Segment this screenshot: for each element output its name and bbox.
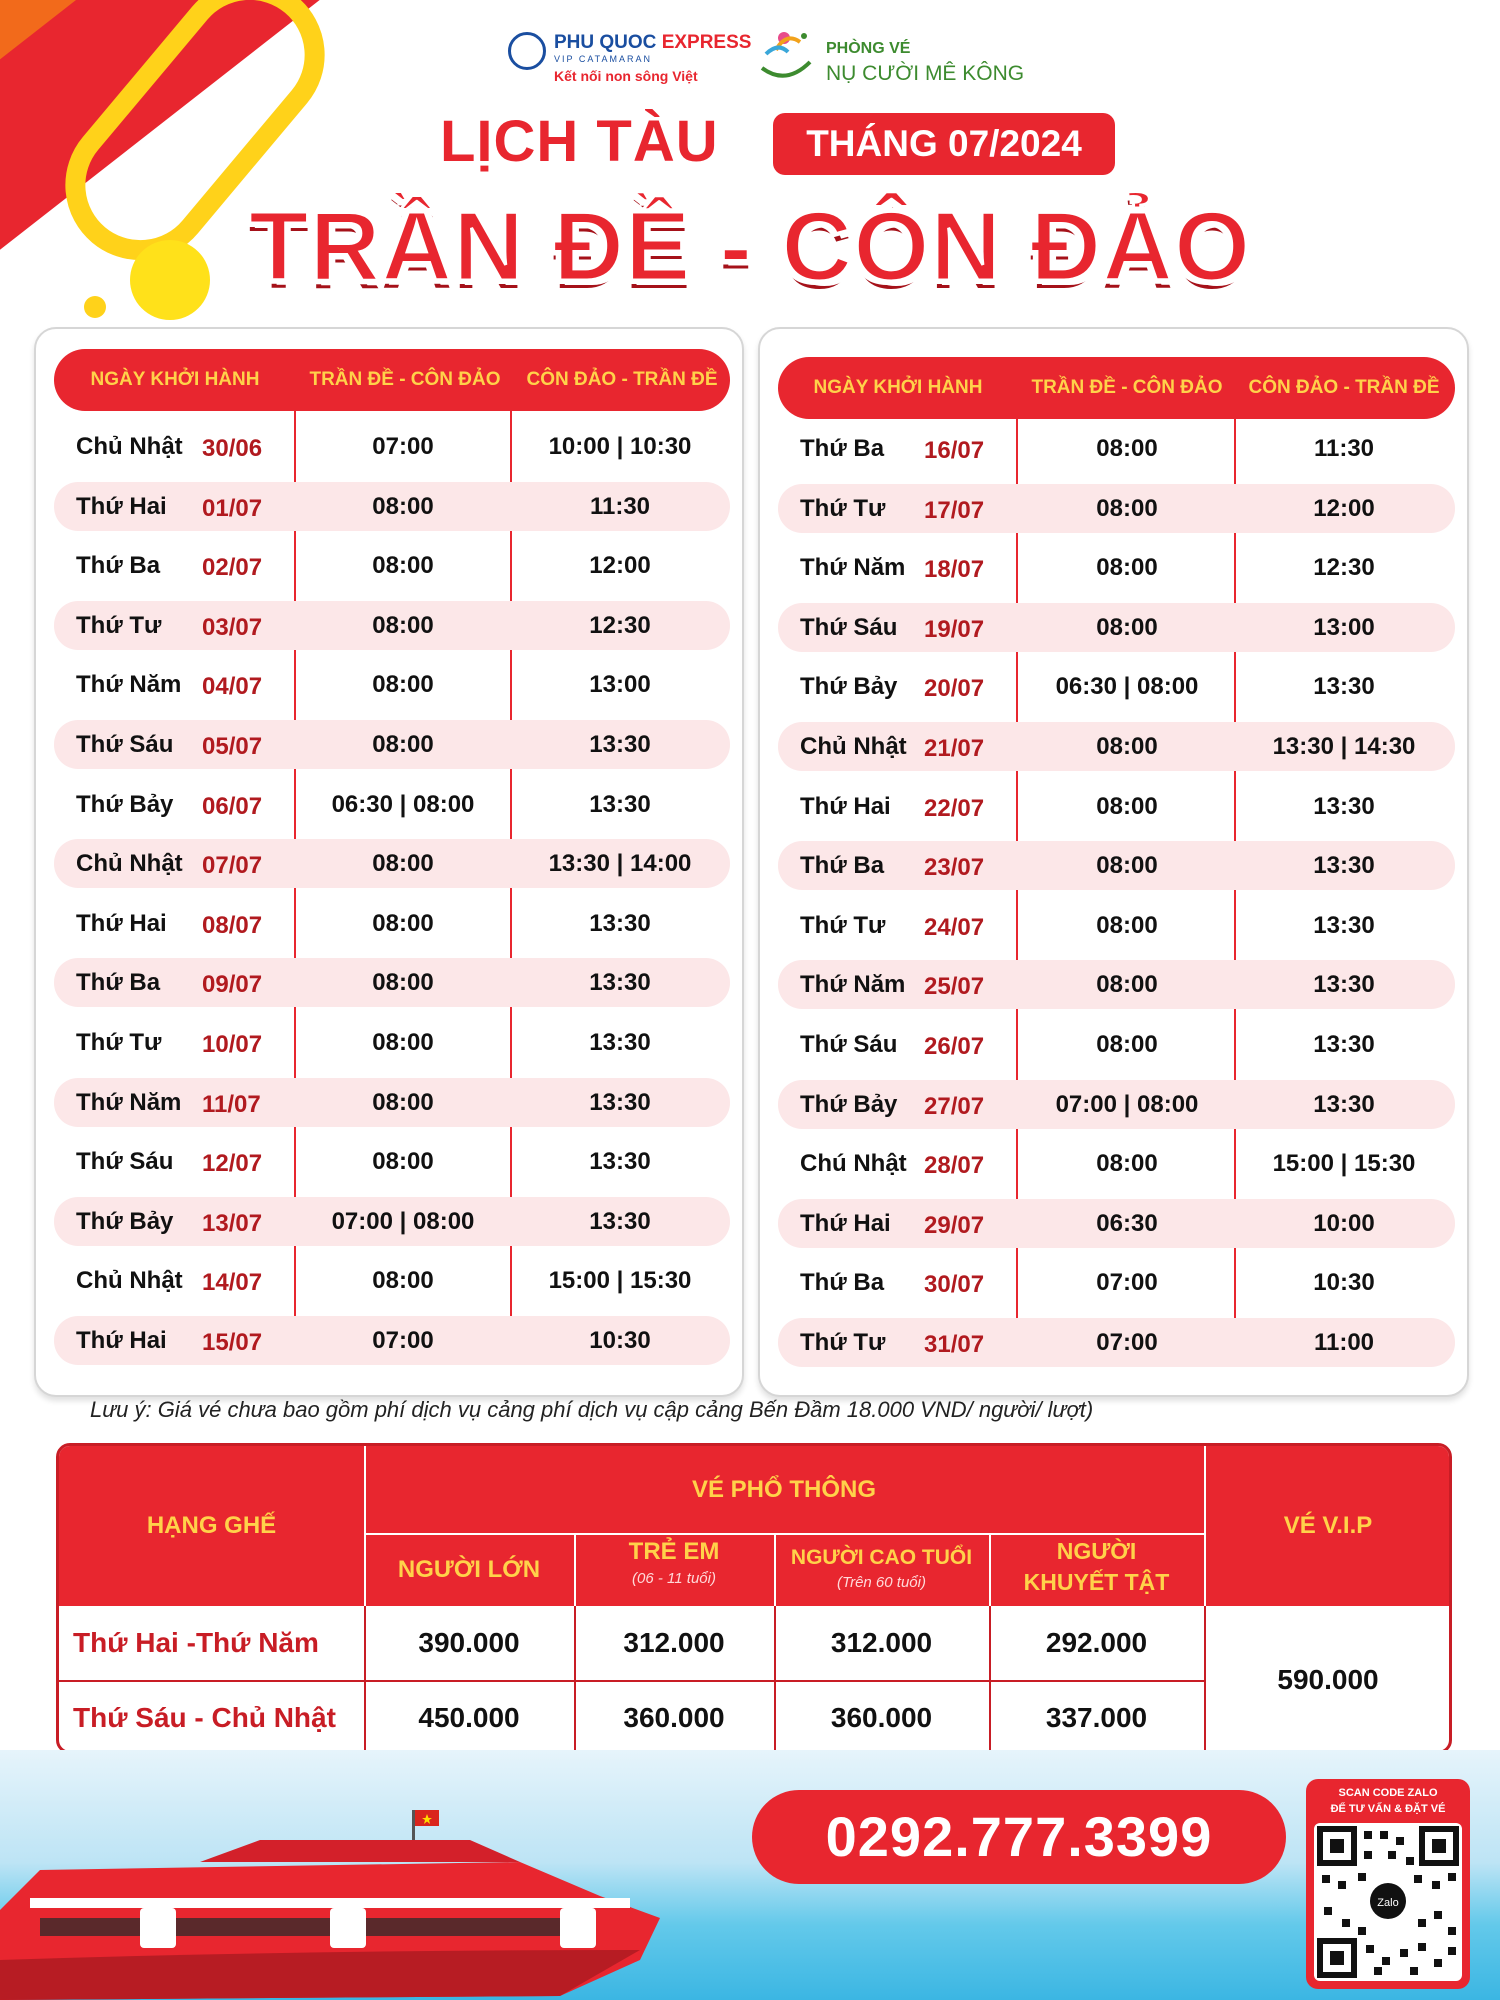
- schedule-row: [54, 780, 730, 829]
- row-departure-outbound: 08:00: [372, 1029, 434, 1056]
- schedule-row: [54, 1018, 730, 1067]
- senior-age-note: (Trên 60 tuổi): [837, 1574, 926, 1591]
- row-date: 08/07: [202, 911, 263, 939]
- schedule-row: [778, 782, 1455, 831]
- row-departure-outbound: 08:00: [372, 1148, 434, 1176]
- schedule-row: [778, 1199, 1455, 1248]
- row-departure-outbound: 07:00: [1096, 1329, 1158, 1356]
- fare-weekday-child: 312.000: [623, 1627, 725, 1658]
- fare-weekend-disabled: 337.000: [1045, 1702, 1148, 1733]
- row-departure-return: 13:00: [1313, 613, 1375, 641]
- row-date: 27/07: [924, 1092, 985, 1120]
- schedule-row: [54, 1078, 730, 1127]
- route-title: TRẦN ĐỀ - CÔN ĐẢO: [248, 191, 1252, 301]
- row-date: 16/07: [924, 437, 985, 464]
- row-departure-outbound: 08:00: [372, 552, 434, 580]
- row-departure-outbound: 08:00: [372, 850, 434, 878]
- row-departure-outbound: 08:00: [372, 611, 434, 639]
- child-age-note: (06 - 11 tuổi): [632, 1570, 716, 1587]
- row-departure-outbound: 07:00: [372, 433, 434, 460]
- row-departure-return: 10:30: [589, 1327, 651, 1354]
- header-divider: [774, 1533, 776, 1606]
- row-weekday: Chủ Nhật: [76, 1267, 183, 1295]
- row-weekday: Thứ Sáu: [800, 1031, 898, 1058]
- schedule-row: [778, 1258, 1455, 1307]
- row-departure-outbound: 08:00: [372, 1088, 434, 1116]
- row-departure-return: 13:30 | 14:00: [548, 850, 692, 878]
- row-weekday: Thứ Ba: [800, 435, 885, 462]
- schedule-row: [54, 482, 730, 531]
- row-departure-return: 13:30: [589, 790, 651, 818]
- fare-weekday-adult: 390.000: [418, 1627, 520, 1658]
- vip-header: VÉ V.I.P: [1283, 1512, 1373, 1539]
- zalo-qr-code-icon[interactable]: [1314, 1823, 1462, 1981]
- row-weekday: Thứ Tư: [800, 911, 886, 939]
- row-departure-return: 12:00: [1313, 494, 1375, 522]
- row-departure-outbound: 06:30 | 08:00: [1055, 673, 1199, 701]
- schedule-row: [778, 841, 1455, 890]
- row-departure-outbound: 06:30: [1096, 1209, 1158, 1237]
- row-date: 31/07: [924, 1331, 985, 1358]
- row-departure-return: 13:30 | 14:30: [1272, 733, 1416, 760]
- col-header-date: NGÀY KHỞI HÀNH: [813, 377, 983, 398]
- schedule-row: [54, 1256, 730, 1305]
- row-date: 14/07: [202, 1269, 263, 1297]
- row-weekday: Thứ Tư: [800, 494, 886, 522]
- row-date: 18/07: [924, 556, 985, 584]
- fare-weekend-adult: 450.000: [418, 1702, 520, 1733]
- zalo-qr-box[interactable]: [1306, 1779, 1470, 1989]
- col-header-return: CÔN ĐẢO - TRẦN ĐỀ: [526, 369, 718, 390]
- row-date: 23/07: [924, 854, 985, 882]
- row-date: 24/07: [924, 913, 985, 941]
- row-weekday: Thứ Sáu: [800, 613, 898, 641]
- schedule-row: [778, 424, 1455, 473]
- col-header-outbound: TRẦN ĐỀ - CÔN ĐẢO: [309, 369, 501, 390]
- schedule-row: [778, 1318, 1455, 1367]
- row-date: 13/07: [202, 1209, 263, 1237]
- row-weekday: Thứ Ba: [76, 969, 161, 997]
- nu-cuoi-me-kong-logo: [756, 26, 1036, 92]
- senior-header: NGƯỜI CAO TUỔI: [790, 1546, 973, 1569]
- row-departure-outbound: 08:00: [1096, 554, 1158, 582]
- schedule-row: [54, 1197, 730, 1246]
- row-departure-outbound: 08:00: [372, 731, 434, 758]
- nc-line-1: PHÒNG VÉ: [826, 40, 911, 57]
- row-departure-return: 12:30: [1313, 554, 1375, 582]
- schedule-panel-right: [758, 327, 1469, 1397]
- seat-class-header: HẠNG GHẾ: [146, 1512, 277, 1539]
- row-departure-return: 10:00: [1313, 1209, 1375, 1237]
- row-departure-outbound: 07:00 | 08:00: [331, 1207, 475, 1235]
- row-departure-return: 13:30: [589, 909, 651, 937]
- row-departure-outbound: 07:00: [372, 1327, 434, 1354]
- row-departure-return: 13:30: [589, 1148, 651, 1176]
- row-weekday: Thứ Hai: [76, 1327, 167, 1354]
- schedule-row: [778, 1139, 1455, 1188]
- row-departure-return: 12:00: [589, 552, 651, 580]
- economy-header: VÉ PHỔ THÔNG: [691, 1476, 877, 1503]
- row-weekday: Thứ Bảy: [76, 1207, 174, 1235]
- row-departure-outbound: 08:00: [1096, 435, 1158, 462]
- col-header-outbound: TRẦN ĐỀ - CÔN ĐẢO: [1031, 377, 1223, 398]
- fare-table: [56, 1443, 1452, 1754]
- header-divider: [989, 1533, 991, 1606]
- row-departure-outbound: 07:00 | 08:00: [1055, 1090, 1199, 1118]
- row-date: 26/07: [924, 1033, 985, 1060]
- row-weekday: Thứ Sáu: [76, 731, 174, 758]
- row-departure-return: 15:00 | 15:30: [548, 1267, 692, 1295]
- schedule-row: [54, 839, 730, 888]
- row-departure-outbound: 08:00: [1096, 733, 1158, 760]
- row-date: 10/07: [202, 1031, 263, 1058]
- row-date: 30/06: [202, 435, 263, 462]
- row-weekday: Thứ Năm: [800, 554, 906, 582]
- schedule-row: [778, 543, 1455, 592]
- row-departure-outbound: 08:00: [372, 492, 434, 520]
- row-date: 21/07: [924, 735, 985, 762]
- row-departure-outbound: 08:00: [1096, 911, 1158, 939]
- row-departure-outbound: 08:00: [1096, 1150, 1158, 1178]
- schedule-row: [54, 1316, 730, 1365]
- row-weekday: Thứ Ba: [800, 1269, 885, 1297]
- row-departure-return: 13:30: [1313, 971, 1375, 999]
- fare-weekday-disabled: 292.000: [1045, 1627, 1148, 1658]
- row-weekday: Thứ Năm: [800, 971, 906, 999]
- row-date: 06/07: [202, 792, 263, 820]
- smile-leaf-icon: [756, 28, 816, 86]
- row-weekday: Thứ Tư: [800, 1329, 886, 1356]
- row-weekday: Thứ Ba: [800, 852, 885, 880]
- schedule-row: [778, 722, 1455, 771]
- row-weekday: Chủ Nhật: [800, 733, 907, 760]
- row-departure-outbound: 06:30 | 08:00: [331, 790, 475, 818]
- schedule-row: [54, 720, 730, 769]
- row-departure-outbound: 08:00: [1096, 971, 1158, 999]
- hotline-button[interactable]: 0292.777.3399: [752, 1790, 1286, 1884]
- pqe-subtitle: VIP CATAMARAN: [554, 54, 653, 64]
- col-header-date: NGÀY KHỞI HÀNH: [90, 369, 260, 390]
- schedule-row: [778, 484, 1455, 533]
- schedule-row: [54, 422, 730, 471]
- row-weekday: Thứ Hai: [76, 492, 167, 520]
- fare-weekend-child: 360.000: [623, 1702, 725, 1733]
- row-weekday: Thứ Ba: [76, 552, 161, 580]
- row-departure-outbound: 07:00: [1096, 1269, 1158, 1297]
- row-date: 04/07: [202, 673, 263, 701]
- row-weekday: Thứ Tư: [76, 611, 162, 639]
- schedule-row: [54, 958, 730, 1007]
- page-title: LỊCH TÀU: [440, 109, 719, 174]
- row-departure-return: 12:30: [589, 611, 651, 639]
- row-weekday: Chủ Nhật: [76, 850, 183, 878]
- fare-weekday-senior: 312.000: [830, 1627, 933, 1658]
- row-weekday: Thứ Năm: [76, 1088, 182, 1116]
- schedule-row: [778, 901, 1455, 950]
- row-departure-return: 13:30: [589, 969, 651, 997]
- row-departure-outbound: 08:00: [372, 909, 434, 937]
- row-departure-outbound: 08:00: [1096, 1031, 1158, 1058]
- row-departure-return: 13:30: [589, 1029, 651, 1056]
- fare-weekend-senior: 360.000: [830, 1702, 933, 1733]
- row-departure-return: 13:30: [1313, 852, 1375, 880]
- row-departure-return: 13:30: [1313, 911, 1375, 939]
- row-date: 20/07: [924, 675, 985, 703]
- row-departure-return: 10:30: [1313, 1269, 1375, 1297]
- fare-row-weekend-label: Thứ Sáu - Chủ Nhật: [73, 1702, 336, 1733]
- schedule-row: [778, 1020, 1455, 1069]
- adult-header: NGƯỜI LỚN: [397, 1556, 541, 1583]
- schedule-row: [54, 541, 730, 590]
- row-weekday: Thứ Sáu: [76, 1148, 174, 1176]
- row-date: 17/07: [924, 496, 985, 524]
- row-date: 05/07: [202, 733, 263, 760]
- col-header-return: CÔN ĐẢO - TRẦN ĐỀ: [1248, 377, 1440, 398]
- row-weekday: Thứ Bảy: [76, 790, 174, 818]
- zalo-label: Zalo: [1377, 1897, 1399, 1909]
- schedule-row: [54, 601, 730, 650]
- month-badge: THÁNG 07/2024: [773, 113, 1115, 175]
- schedule-row: [54, 660, 730, 709]
- schedule-header: [778, 357, 1455, 419]
- row-departure-return: 10:00 | 10:30: [548, 433, 692, 460]
- row-date: 12/07: [202, 1150, 263, 1178]
- row-departure-return: 13:30: [1313, 792, 1375, 820]
- row-weekday: Chủ Nhật: [76, 433, 183, 460]
- fare-vip-price: 590.000: [1277, 1664, 1379, 1695]
- row-date: 22/07: [924, 794, 985, 822]
- schedule-row: [54, 1137, 730, 1186]
- header-divider: [1204, 1446, 1206, 1606]
- disabled-header-line2: KHUYẾT TẬT: [1023, 1569, 1170, 1595]
- row-departure-return: 11:30: [1313, 435, 1375, 462]
- schedule-row: [778, 603, 1455, 652]
- row-date: 09/07: [202, 971, 263, 999]
- row-date: 03/07: [202, 613, 263, 641]
- row-departure-return: 13:30: [589, 1207, 651, 1235]
- row-departure-return: 13:30: [1313, 1031, 1375, 1058]
- ferry-ship-illustration: [0, 1800, 700, 2000]
- pqe-tagline: Kết nối non sông Việt: [554, 68, 698, 84]
- row-departure-outbound: 08:00: [1096, 613, 1158, 641]
- header-divider: [364, 1446, 366, 1606]
- pqe-emblem-icon: [508, 32, 546, 70]
- schedule-row: [778, 662, 1455, 711]
- fare-row-weekday-label: Thứ Hai -Thứ Năm: [73, 1627, 319, 1658]
- row-departure-return: 13:00: [589, 671, 651, 699]
- price-note: Lưu ý: Giá vé chưa bao gồm phí dịch vụ cảng phí dịch vụ cập cảng Bến Đầm 18.000 VND/ người/ lượt): [90, 1397, 1094, 1422]
- qr-caption-line1: SCAN CODE ZALO: [1338, 1787, 1438, 1799]
- row-date: 29/07: [924, 1211, 985, 1239]
- row-departure-outbound: 08:00: [1096, 494, 1158, 522]
- row-departure-return: 13:30: [589, 731, 651, 758]
- row-departure-return: 13:30: [1313, 673, 1375, 701]
- row-weekday: Thứ Năm: [76, 671, 182, 699]
- row-departure-outbound: 08:00: [1096, 852, 1158, 880]
- pqe-name-2: EXPRESS: [661, 32, 752, 53]
- row-date: 30/07: [924, 1271, 985, 1299]
- phu-quoc-express-logo: [508, 28, 752, 94]
- child-header: TRẺ EM: [628, 1538, 720, 1565]
- header-divider: [574, 1533, 576, 1606]
- disabled-header-line1: NGƯỜI: [1056, 1538, 1137, 1564]
- row-date: 25/07: [924, 973, 985, 1001]
- header-divider: [364, 1533, 1204, 1535]
- row-weekday: Thứ Hai: [800, 792, 891, 820]
- schedule-header: [54, 349, 730, 411]
- row-departure-return: 13:30: [589, 1088, 651, 1116]
- row-weekday: Thứ Hai: [76, 909, 167, 937]
- row-date: 28/07: [924, 1152, 985, 1180]
- schedule-row: [778, 960, 1455, 1009]
- row-departure-return: 11:30: [589, 492, 651, 520]
- row-departure-outbound: 08:00: [372, 1267, 434, 1295]
- schedule-row: [54, 899, 730, 948]
- schedule-row: [778, 1080, 1455, 1129]
- row-date: 01/07: [202, 494, 263, 522]
- nc-line-2: NỤ CƯỜI MÊ KÔNG: [826, 62, 1025, 85]
- row-date: 07/07: [202, 852, 263, 880]
- pqe-name: PHU QUOC: [554, 32, 657, 53]
- row-departure-outbound: 08:00: [372, 969, 434, 997]
- row-departure-return: 13:30: [1313, 1090, 1375, 1118]
- row-weekday: Thứ Bảy: [800, 673, 898, 701]
- row-date: 02/07: [202, 554, 263, 582]
- row-departure-outbound: 08:00: [1096, 792, 1158, 820]
- row-departure-return: 15:00 | 15:30: [1272, 1150, 1416, 1178]
- row-weekday: Thứ Bảy: [800, 1090, 898, 1118]
- row-weekday: Thứ Tư: [76, 1029, 162, 1056]
- row-weekday: Chú Nhật: [800, 1150, 907, 1178]
- row-departure-return: 11:00: [1313, 1329, 1375, 1356]
- row-date: 11/07: [202, 1090, 261, 1118]
- schedule-panel-left: [34, 327, 744, 1397]
- qr-caption-line2: ĐỂ TƯ VẤN & ĐẶT VÉ: [1330, 1803, 1446, 1815]
- row-date: 15/07: [202, 1329, 263, 1356]
- row-weekday: Thứ Hai: [800, 1209, 891, 1237]
- row-date: 19/07: [924, 615, 985, 643]
- row-departure-outbound: 08:00: [372, 671, 434, 699]
